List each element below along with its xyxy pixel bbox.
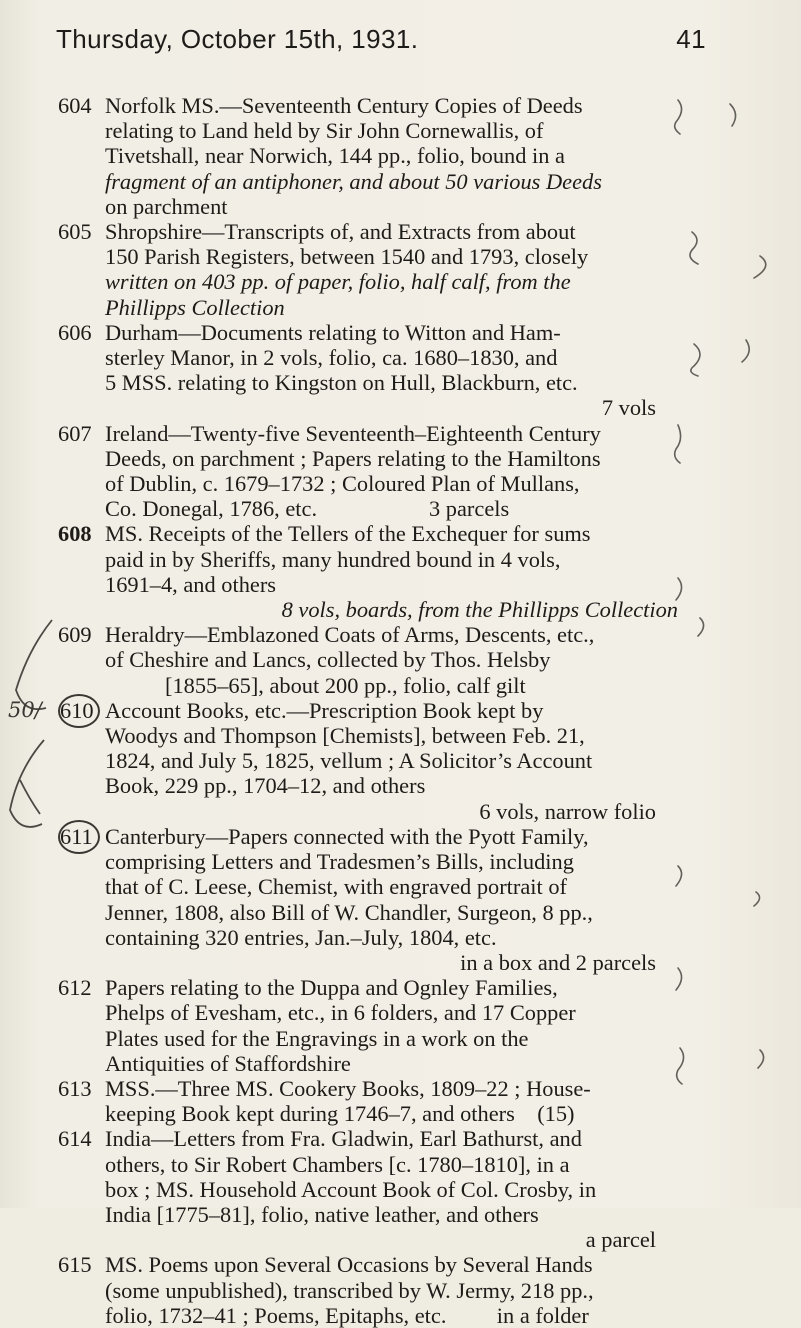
lot-line: Ireland—Twenty-five Seventeenth–Eighteenth Century — [105, 420, 601, 446]
lot-number: 615 — [58, 1252, 92, 1278]
lot-description — [105, 93, 748, 219]
lot-line: MS. Poems upon Several Occasions by Several Hands — [105, 1252, 593, 1278]
lot-number: 609 — [58, 622, 92, 648]
lot-611 — [58, 824, 748, 975]
lot-line: on parchment — [105, 193, 228, 219]
lot-trailer: a parcel — [585, 1227, 656, 1253]
lot-line: others, to Sir Robert Chambers [c. 1780–1810], in a — [105, 1151, 570, 1177]
lot-line: comprising Letters and Tradesmen’s Bills, including — [105, 849, 574, 875]
lot-615 — [58, 1252, 748, 1328]
lot-line: Shropshire—Transcripts of, and Extracts from about — [105, 219, 576, 245]
lot-609 — [58, 622, 748, 698]
lot-607 — [58, 421, 748, 522]
lot-line: Co. Donegal, 1786, etc. 3 parcels — [105, 496, 510, 522]
lot-description — [105, 824, 748, 975]
lot-number: 614 — [58, 1126, 92, 1152]
lot-line: India [1775–81], folio, native leather, and others — [105, 1201, 539, 1227]
lot-line: Phillipps Collection — [105, 294, 285, 320]
lot-line: Deeds, on parchment ; Papers relating to the Hamiltons — [105, 445, 601, 471]
lot-line: Phelps of Evesham, etc., in 6 folders, and 17 Copper — [105, 1000, 576, 1026]
page-number: 41 — [676, 24, 706, 54]
lot-line: keeping Book kept during 1746–7, and others (15) — [105, 1101, 575, 1127]
lot-line: Plates used for the Engravings in a work on the — [105, 1025, 529, 1051]
lot-line: box ; MS. Household Account Book of Col. Crosby, in — [105, 1176, 597, 1202]
lot-description — [105, 975, 748, 1076]
header-date: Thursday, October 15th, 1931. — [56, 24, 419, 54]
squiggle-right-4 — [754, 892, 760, 906]
lot-description — [105, 622, 748, 698]
lot-line: containing 320 entries, Jan.–July, 1804, etc. — [105, 924, 497, 950]
lot-line: Woodys and Thompson [Chemists], between Feb. 21, — [105, 723, 585, 749]
lot-number: 604 — [58, 93, 92, 118]
lot-line: of Dublin, c. 1679–1732 ; Coloured Plan of Mullans, — [105, 471, 580, 497]
lot-line: that of C. Leese, Chemist, with engraved portrait of — [105, 874, 567, 900]
squiggle-right-2 — [754, 256, 766, 278]
lot-line: Account Books, etc.—Prescription Book kept by — [105, 697, 544, 723]
lot-trailer: 6 vols, narrow folio — [479, 798, 656, 824]
lot-line: MSS.—Three MS. Cookery Books, 1809–22 ; House- — [105, 1075, 591, 1101]
lot-line: Tivetshall, near Norwich, 144 pp., folio, bound in a — [105, 143, 565, 169]
lot-606 — [58, 320, 748, 421]
lot-line: paid in by Sheriffs, many hundred bound in 4 vols, — [105, 546, 561, 572]
lot-line: India—Letters from Fra. Gladwin, Earl Bathurst, and — [105, 1126, 582, 1152]
lot-608 — [58, 521, 748, 622]
lot-line: [1855–65], about 200 pp., folio, calf gilt — [165, 672, 526, 698]
lot-line: MS. Receipts of the Tellers of the Exchequer for sums — [105, 521, 591, 547]
lot-line: fragment of an antiphoner, and about 50 various Deeds — [105, 168, 602, 194]
lot-line: Durham—Documents relating to Witton and Ham- — [105, 319, 561, 345]
lot-613 — [58, 1076, 748, 1126]
lot-610 — [8, 697, 748, 824]
lot-description — [105, 1126, 748, 1252]
lot-line: Jenner, 1808, also Bill of W. Chandler, Surgeon, 8 pp., — [105, 899, 593, 925]
lot-trailer: 8 vols, boards, from the Phillipps Collection — [281, 597, 678, 623]
lot-number: 606 — [58, 319, 92, 345]
lot-line: Book, 229 pp., 1704–12, and others — [105, 773, 426, 799]
lot-number: 608 — [58, 521, 92, 547]
lot-list — [8, 93, 748, 1328]
lot-description — [105, 698, 748, 824]
lot-number: 607 — [58, 420, 92, 446]
lot-trailer: 7 vols — [601, 395, 656, 421]
lot-description — [105, 421, 748, 522]
lot-line: Heraldry—Emblazoned Coats of Arms, Descents, etc., — [105, 622, 595, 648]
lot-number: 613 — [58, 1075, 92, 1101]
lot-description — [105, 1076, 748, 1126]
margin-note: 50/ — [8, 697, 42, 722]
lot-description — [105, 320, 748, 421]
lot-line: 5 MSS. relating to Kingston on Hull, Blackburn, etc. — [105, 370, 578, 396]
lot-line: 150 Parish Registers, between 1540 and 1793, closely — [105, 244, 589, 270]
lot-description — [105, 1252, 748, 1328]
lot-number: 612 — [58, 975, 92, 1001]
lot-line: (some unpublished), transcribed by W. Jermy, 218 pp., — [105, 1277, 594, 1303]
lot-614 — [58, 1126, 748, 1252]
lot-line: folio, 1732–41 ; Poems, Epitaphs, etc. in a folder — [105, 1302, 589, 1328]
lot-description — [105, 521, 748, 622]
lot-605 — [58, 219, 748, 320]
left-margin-curve-1 — [16, 620, 52, 709]
lot-line: Papers relating to the Duppa and Ognley Families, — [105, 975, 558, 1001]
lot-trailer: in a box and 2 parcels — [460, 949, 656, 975]
lot-line: relating to Land held by Sir John Cornewallis, of — [105, 118, 544, 144]
lot-604 — [58, 93, 748, 219]
lot-number: 610 — [60, 697, 94, 723]
lot-line: written on 403 pp. of paper, folio, half calf, from the — [105, 269, 571, 295]
lot-line: 1824, and July 5, 1825, vellum ; A Solicitor’s Account — [105, 748, 593, 774]
lot-line: Canterbury—Papers connected with the Pyott Family, — [105, 823, 589, 849]
lot-line: Norfolk MS.—Seventeenth Century Copies of Deeds — [105, 93, 583, 118]
lot-number: 605 — [58, 219, 92, 245]
lot-line: 1691–4, and others — [105, 571, 277, 597]
lot-612 — [58, 975, 748, 1076]
lot-number: 611 — [60, 823, 93, 849]
lot-description — [105, 219, 748, 320]
lot-line: sterley Manor, in 2 vols, folio, ca. 1680–1830, and — [105, 345, 558, 371]
squiggle-right-5 — [758, 1050, 764, 1068]
lot-line: of Cheshire and Lancs, collected by Thos. Helsby — [105, 647, 551, 673]
lot-line: Antiquities of Staffordshire — [105, 1050, 351, 1076]
left-margin-curve-3 — [20, 780, 40, 814]
